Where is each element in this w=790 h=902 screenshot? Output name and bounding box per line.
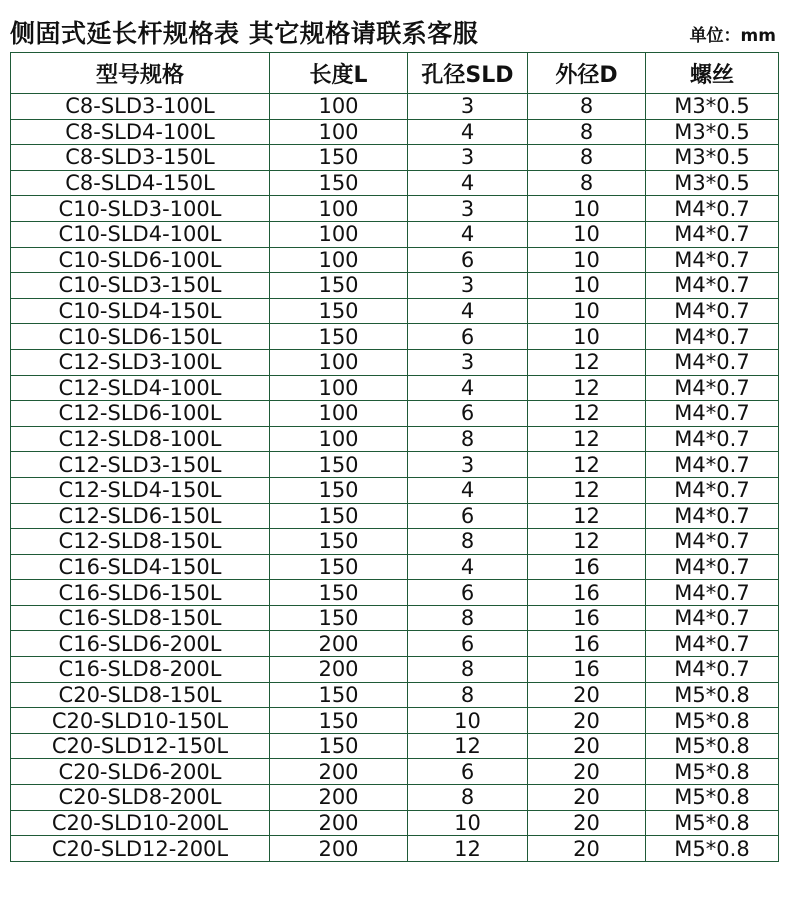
cell-screw: M5*0.8 bbox=[646, 733, 779, 759]
cell-length: 150 bbox=[270, 477, 408, 503]
cell-model: C12-SLD4-100L bbox=[11, 375, 270, 401]
cell-model: C12-SLD3-100L bbox=[11, 349, 270, 375]
cell-length: 100 bbox=[270, 94, 408, 120]
cell-outer-diameter: 20 bbox=[528, 708, 646, 734]
cell-screw: M4*0.7 bbox=[646, 657, 779, 683]
cell-outer-diameter: 20 bbox=[528, 682, 646, 708]
cell-bore: 4 bbox=[408, 170, 528, 196]
table-row bbox=[11, 426, 779, 452]
cell-outer-diameter: 10 bbox=[528, 247, 646, 273]
cell-screw: M4*0.7 bbox=[646, 298, 779, 324]
cell-outer-diameter: 16 bbox=[528, 580, 646, 606]
cell-outer-diameter: 12 bbox=[528, 452, 646, 478]
cell-length: 100 bbox=[270, 401, 408, 427]
cell-model: C8-SLD3-150L bbox=[11, 145, 270, 171]
table-row bbox=[11, 247, 779, 273]
table-row bbox=[11, 221, 779, 247]
cell-model: C8-SLD3-100L bbox=[11, 94, 270, 120]
unit-label: 单位：mm bbox=[689, 26, 776, 46]
cell-model: C12-SLD3-150L bbox=[11, 452, 270, 478]
cell-outer-diameter: 16 bbox=[528, 657, 646, 683]
cell-length: 150 bbox=[270, 733, 408, 759]
table-row bbox=[11, 273, 779, 299]
cell-screw: M4*0.7 bbox=[646, 605, 779, 631]
cell-length: 200 bbox=[270, 810, 408, 836]
table-row bbox=[11, 733, 779, 759]
cell-screw: M4*0.7 bbox=[646, 529, 779, 555]
cell-screw: M5*0.8 bbox=[646, 836, 779, 862]
table-row bbox=[11, 785, 779, 811]
cell-outer-diameter: 8 bbox=[528, 145, 646, 171]
cell-screw: M5*0.8 bbox=[646, 708, 779, 734]
cell-screw: M4*0.7 bbox=[646, 631, 779, 657]
cell-outer-diameter: 16 bbox=[528, 554, 646, 580]
cell-length: 200 bbox=[270, 631, 408, 657]
cell-outer-diameter: 10 bbox=[528, 298, 646, 324]
table-row bbox=[11, 554, 779, 580]
cell-screw: M4*0.7 bbox=[646, 580, 779, 606]
cell-outer-diameter: 10 bbox=[528, 196, 646, 222]
cell-length: 150 bbox=[270, 170, 408, 196]
cell-bore: 6 bbox=[408, 324, 528, 350]
cell-screw: M3*0.5 bbox=[646, 94, 779, 120]
cell-outer-diameter: 12 bbox=[528, 426, 646, 452]
cell-screw: M4*0.7 bbox=[646, 196, 779, 222]
cell-model: C12-SLD6-150L bbox=[11, 503, 270, 529]
cell-screw: M4*0.7 bbox=[646, 349, 779, 375]
cell-length: 100 bbox=[270, 221, 408, 247]
cell-length: 150 bbox=[270, 145, 408, 171]
cell-screw: M4*0.7 bbox=[646, 426, 779, 452]
cell-length: 150 bbox=[270, 452, 408, 478]
cell-bore: 10 bbox=[408, 810, 528, 836]
table-row bbox=[11, 605, 779, 631]
cell-model: C16-SLD8-150L bbox=[11, 605, 270, 631]
cell-bore: 10 bbox=[408, 708, 528, 734]
table-row bbox=[11, 836, 779, 862]
cell-length: 100 bbox=[270, 426, 408, 452]
cell-length: 200 bbox=[270, 785, 408, 811]
header-bore: 孔径SLD bbox=[408, 53, 528, 94]
cell-length: 200 bbox=[270, 759, 408, 785]
cell-outer-diameter: 12 bbox=[528, 529, 646, 555]
cell-screw: M4*0.7 bbox=[646, 273, 779, 299]
cell-model: C16-SLD6-200L bbox=[11, 631, 270, 657]
cell-bore: 3 bbox=[408, 349, 528, 375]
cell-bore: 8 bbox=[408, 785, 528, 811]
cell-outer-diameter: 20 bbox=[528, 810, 646, 836]
table-row bbox=[11, 657, 779, 683]
table-row bbox=[11, 196, 779, 222]
table-row bbox=[11, 682, 779, 708]
cell-screw: M5*0.8 bbox=[646, 785, 779, 811]
cell-model: C20-SLD12-200L bbox=[11, 836, 270, 862]
table-row bbox=[11, 94, 779, 120]
cell-length: 100 bbox=[270, 247, 408, 273]
cell-outer-diameter: 10 bbox=[528, 221, 646, 247]
cell-bore: 12 bbox=[408, 836, 528, 862]
cell-screw: M4*0.7 bbox=[646, 375, 779, 401]
cell-bore: 4 bbox=[408, 119, 528, 145]
table-row bbox=[11, 324, 779, 350]
cell-model: C16-SLD4-150L bbox=[11, 554, 270, 580]
cell-screw: M4*0.7 bbox=[646, 503, 779, 529]
cell-bore: 8 bbox=[408, 682, 528, 708]
table-row bbox=[11, 349, 779, 375]
cell-screw: M4*0.7 bbox=[646, 324, 779, 350]
cell-screw: M5*0.8 bbox=[646, 759, 779, 785]
header-length: 长度L bbox=[270, 53, 408, 94]
cell-bore: 6 bbox=[408, 580, 528, 606]
table-row bbox=[11, 375, 779, 401]
cell-model: C12-SLD8-150L bbox=[11, 529, 270, 555]
cell-outer-diameter: 16 bbox=[528, 605, 646, 631]
cell-model: C12-SLD8-100L bbox=[11, 426, 270, 452]
cell-length: 150 bbox=[270, 529, 408, 555]
cell-model: C12-SLD6-100L bbox=[11, 401, 270, 427]
table-row bbox=[11, 759, 779, 785]
cell-model: C20-SLD8-200L bbox=[11, 785, 270, 811]
cell-model: C10-SLD3-150L bbox=[11, 273, 270, 299]
cell-bore: 3 bbox=[408, 94, 528, 120]
cell-model: C8-SLD4-100L bbox=[11, 119, 270, 145]
cell-model: C20-SLD10-200L bbox=[11, 810, 270, 836]
table-row bbox=[11, 119, 779, 145]
cell-bore: 4 bbox=[408, 375, 528, 401]
cell-model: C8-SLD4-150L bbox=[11, 170, 270, 196]
cell-model: C10-SLD6-150L bbox=[11, 324, 270, 350]
spec-table bbox=[10, 52, 779, 862]
table-row bbox=[11, 298, 779, 324]
header-model: 型号规格 bbox=[11, 53, 270, 94]
cell-bore: 3 bbox=[408, 273, 528, 299]
cell-bore: 6 bbox=[408, 759, 528, 785]
cell-bore: 3 bbox=[408, 452, 528, 478]
table-header-row bbox=[11, 53, 779, 94]
cell-outer-diameter: 12 bbox=[528, 503, 646, 529]
cell-length: 150 bbox=[270, 682, 408, 708]
cell-length: 200 bbox=[270, 836, 408, 862]
cell-model: C20-SLD6-200L bbox=[11, 759, 270, 785]
cell-outer-diameter: 8 bbox=[528, 119, 646, 145]
cell-length: 150 bbox=[270, 298, 408, 324]
table-row bbox=[11, 529, 779, 555]
cell-outer-diameter: 8 bbox=[528, 170, 646, 196]
cell-outer-diameter: 10 bbox=[528, 324, 646, 350]
cell-screw: M4*0.7 bbox=[646, 477, 779, 503]
cell-screw: M3*0.5 bbox=[646, 145, 779, 171]
cell-screw: M4*0.7 bbox=[646, 401, 779, 427]
cell-length: 150 bbox=[270, 273, 408, 299]
table-row bbox=[11, 580, 779, 606]
cell-bore: 4 bbox=[408, 298, 528, 324]
cell-length: 100 bbox=[270, 375, 408, 401]
cell-outer-diameter: 8 bbox=[528, 94, 646, 120]
table-row bbox=[11, 810, 779, 836]
table-row bbox=[11, 452, 779, 478]
cell-bore: 12 bbox=[408, 733, 528, 759]
cell-screw: M3*0.5 bbox=[646, 119, 779, 145]
cell-outer-diameter: 20 bbox=[528, 836, 646, 862]
cell-bore: 6 bbox=[408, 503, 528, 529]
cell-screw: M4*0.7 bbox=[646, 247, 779, 273]
cell-outer-diameter: 10 bbox=[528, 273, 646, 299]
cell-bore: 4 bbox=[408, 477, 528, 503]
table-row bbox=[11, 401, 779, 427]
table-row bbox=[11, 170, 779, 196]
cell-screw: M3*0.5 bbox=[646, 170, 779, 196]
table-row bbox=[11, 145, 779, 171]
cell-bore: 3 bbox=[408, 145, 528, 171]
page-title: 侧固式延长杆规格表 其它规格请联系客服 bbox=[10, 19, 479, 48]
cell-screw: M4*0.7 bbox=[646, 554, 779, 580]
cell-bore: 3 bbox=[408, 196, 528, 222]
cell-screw: M5*0.8 bbox=[646, 682, 779, 708]
cell-length: 150 bbox=[270, 580, 408, 606]
cell-length: 100 bbox=[270, 119, 408, 145]
header-screw: 螺丝 bbox=[646, 53, 779, 94]
header-outer-diameter: 外径D bbox=[528, 53, 646, 94]
cell-model: C20-SLD12-150L bbox=[11, 733, 270, 759]
cell-length: 200 bbox=[270, 657, 408, 683]
cell-model: C10-SLD4-150L bbox=[11, 298, 270, 324]
cell-length: 150 bbox=[270, 554, 408, 580]
cell-model: C16-SLD6-150L bbox=[11, 580, 270, 606]
cell-bore: 8 bbox=[408, 529, 528, 555]
cell-outer-diameter: 12 bbox=[528, 477, 646, 503]
cell-model: C10-SLD4-100L bbox=[11, 221, 270, 247]
cell-outer-diameter: 20 bbox=[528, 759, 646, 785]
cell-outer-diameter: 20 bbox=[528, 733, 646, 759]
cell-model: C20-SLD8-150L bbox=[11, 682, 270, 708]
cell-length: 150 bbox=[270, 503, 408, 529]
cell-model: C16-SLD8-200L bbox=[11, 657, 270, 683]
cell-outer-diameter: 12 bbox=[528, 349, 646, 375]
cell-bore: 8 bbox=[408, 426, 528, 452]
table-row bbox=[11, 503, 779, 529]
cell-bore: 8 bbox=[408, 657, 528, 683]
cell-screw: M4*0.7 bbox=[646, 452, 779, 478]
cell-screw: M5*0.8 bbox=[646, 810, 779, 836]
cell-length: 150 bbox=[270, 708, 408, 734]
cell-screw: M4*0.7 bbox=[646, 221, 779, 247]
cell-outer-diameter: 12 bbox=[528, 401, 646, 427]
cell-model: C20-SLD10-150L bbox=[11, 708, 270, 734]
cell-length: 150 bbox=[270, 605, 408, 631]
cell-length: 100 bbox=[270, 196, 408, 222]
cell-model: C12-SLD4-150L bbox=[11, 477, 270, 503]
cell-outer-diameter: 16 bbox=[528, 631, 646, 657]
table-row bbox=[11, 477, 779, 503]
cell-model: C10-SLD3-100L bbox=[11, 196, 270, 222]
cell-bore: 4 bbox=[408, 221, 528, 247]
cell-bore: 4 bbox=[408, 554, 528, 580]
cell-model: C10-SLD6-100L bbox=[11, 247, 270, 273]
cell-bore: 6 bbox=[408, 631, 528, 657]
cell-bore: 8 bbox=[408, 605, 528, 631]
cell-outer-diameter: 12 bbox=[528, 375, 646, 401]
cell-bore: 6 bbox=[408, 247, 528, 273]
cell-length: 100 bbox=[270, 349, 408, 375]
cell-bore: 6 bbox=[408, 401, 528, 427]
table-row bbox=[11, 631, 779, 657]
table-row bbox=[11, 708, 779, 734]
cell-outer-diameter: 20 bbox=[528, 785, 646, 811]
cell-length: 150 bbox=[270, 324, 408, 350]
